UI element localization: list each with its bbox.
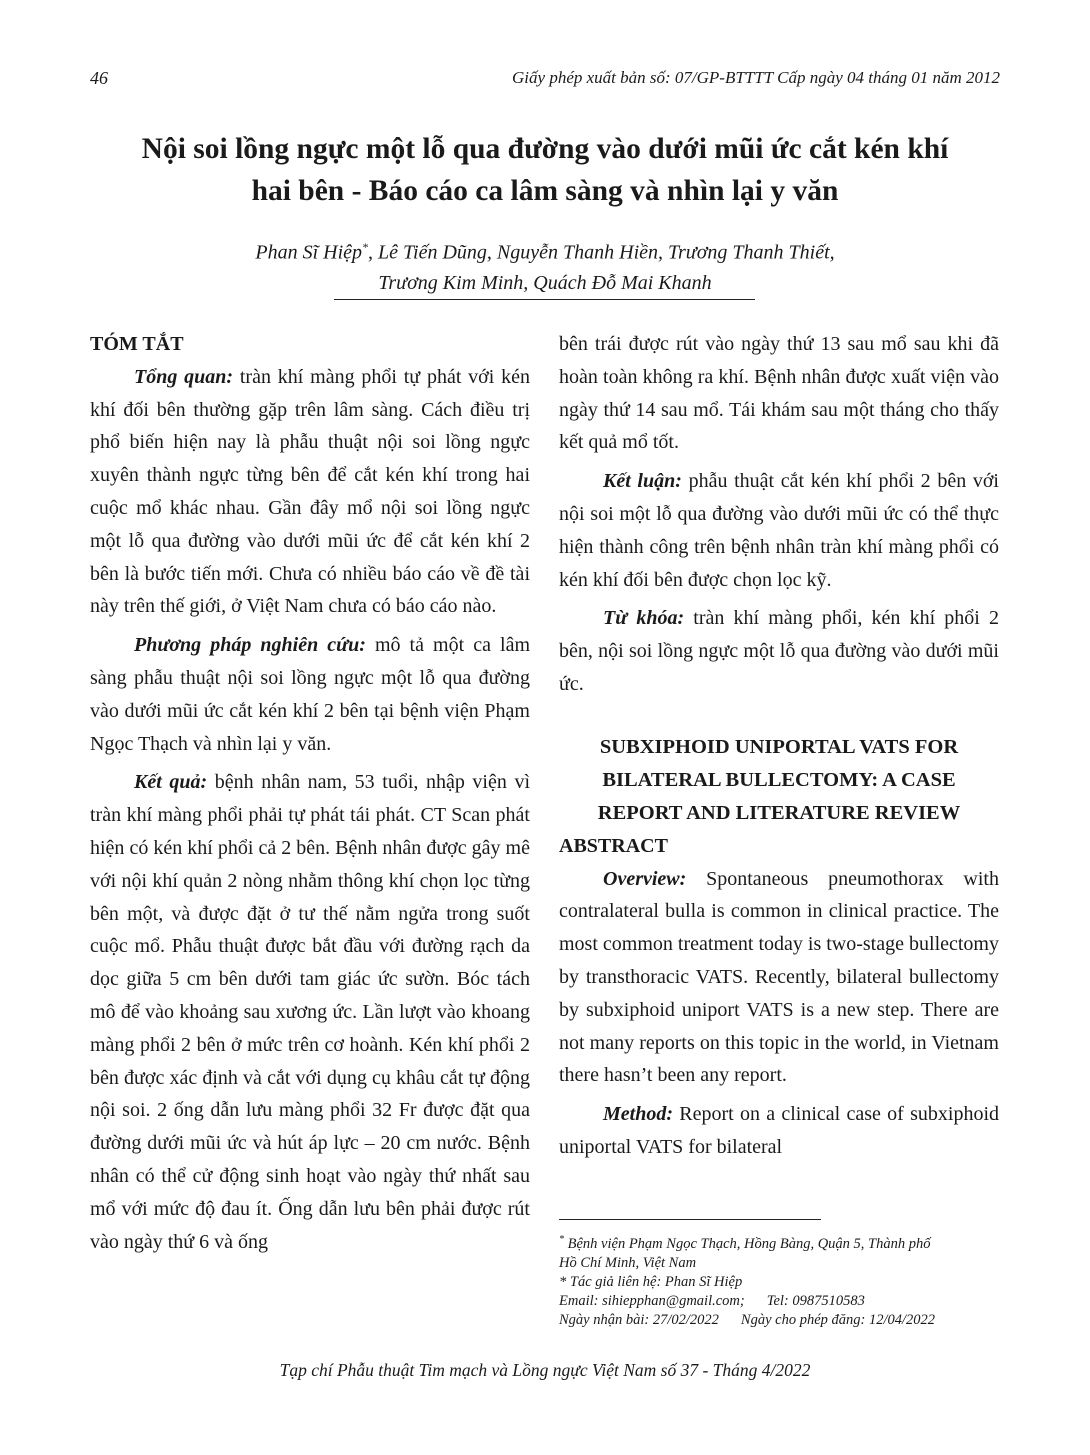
title-line: Nội soi lồng ngực một lỗ qua đường vào dưới mũi ức cắt kén khí xyxy=(141,133,949,165)
english-title-line: SUBXIPHOID UNIPORTAL VATS FOR xyxy=(599,735,959,758)
english-title-line: BILATERAL BULLECTOMY: A CASE xyxy=(602,768,956,791)
method-text: mô tả một ca lâm sàng phẫu thuật nội soi lồng ngực một lỗ qua đường vào dưới mũi ức cắt kén khí 2 bên tại bệnh viện Phạm Ngọc Thạch và nhìn lại y văn. xyxy=(90,634,530,755)
overview-text: tràn khí màng phổi tự phát với kén khí đối bên thường gặp trên lâm sàng. Cách điều trị phổ biến hiện nay là phẫu thuật nội soi lồng ngực xuyên thành ngực từng bên để cắt kén khí trong hai cuộc mổ khác nhau. Gần đây mổ nội soi lồng ngực một lỗ qua đường vào dưới mũi ức để cắt kén khí 2 bên là bước tiến mới. Chưa có nhiều báo cáo về đề tài này trên thế giới, ở Việt Nam chưa có báo cáo nào. xyxy=(90,365,531,618)
author-line xyxy=(170,232,920,268)
right-column xyxy=(559,328,999,1164)
license-info: Giấy phép xuất bản số: 07/GP-BTTTT Cấp ngày 04 tháng 01 năm 2012 xyxy=(512,68,1000,87)
title-divider xyxy=(334,299,755,300)
corresponding-author: Phan Sĩ Hiệp xyxy=(255,241,363,264)
conclusion-label: Kết luận: xyxy=(603,470,682,493)
title-line: hai bên - Báo cáo ca lâm sàng và nhìn lại y văn xyxy=(251,175,839,207)
left-column xyxy=(90,328,530,1258)
footnote-contact: * Tác giả liên hệ: Phan Sĩ Hiệp xyxy=(559,1273,743,1290)
method-label: Phương pháp nghiên cứu: xyxy=(134,634,366,657)
footnote-affiliation xyxy=(559,1230,999,1254)
author-line: Trương Kim Minh, Quách Đỗ Mai Khanh xyxy=(378,271,712,294)
result-text: bệnh nhân nam, 53 tuổi, nhập viện vì tràn khí màng phổi phải tự phát tái phát. CT Scan phát hiện có kén khí phổi cả 2 bên. Bệnh nhân được gây mê với nội khí quản 2 nòng nhằm thông khí chọn lọc từng bên một, và được đặt ở tư thế nằm ngửa trong suốt cuộc mổ. Phẫu thuật được bắt đầu với đường rạch da dọc giữa 5 cm bên dưới tam giác ức sườn. Bóc tách mô để vào khoảng sau xương ức. Lần lượt vào khoang màng phổi 2 bên ở mức trên cơ hoành. Kén khí phổi 2 bên được xác định và cắt với dụng cụ khâu cắt tự động nội soi. 2 ống dẫn lưu màng phổi 32 Fr được đặt qua đường dưới mũi ức và hút áp lực – 20 cm nước. Bệnh nhân có thể cử động sinh hoạt vào ngày thứ nhất sau mổ với mức độ đau ít. Ống dẫn lưu bên phải được rút vào ngày thứ 6 và ống xyxy=(90,771,531,1253)
overview-label: Tổng quan: xyxy=(134,365,234,388)
abstract-heading: ABSTRACT xyxy=(559,834,668,857)
phone: Tel: 0987510583 xyxy=(766,1292,865,1309)
summary-heading: TÓM TẮT xyxy=(90,333,184,355)
accepted-date: Ngày cho phép đăng: 12/04/2022 xyxy=(740,1311,936,1328)
affiliation-line: Hồ Chí Minh, Việt Nam xyxy=(559,1254,697,1271)
abstract-method xyxy=(559,1098,999,1164)
email: Email: sihiepphan@gmail.com; xyxy=(559,1292,745,1309)
summary-keywords xyxy=(559,602,999,700)
conclusion-text: phẫu thuật cắt kén khí phổi 2 bên với nội soi một lỗ qua đường vào dưới mũi ức có thể thực hiện thành công trên bệnh nhân tràn khí màng phổi có kén khí đối bên được chọn lọc kỹ. xyxy=(559,470,999,591)
page-number: 46 xyxy=(90,68,108,88)
summary-result-continued: bên trái được rút vào ngày thứ 13 sau mổ sau khi đã hoàn toàn không ra khí. Bệnh nhân được xuất viện vào ngày thứ 14 sau mổ. Tái khám sau một tháng cho thấy kết quả mổ tốt. xyxy=(559,333,999,454)
article-title xyxy=(70,128,1020,212)
summary-method xyxy=(90,629,530,760)
journal-footer: Tạp chí Phẫu thuật Tim mạch và Lồng ngực Việt Nam số 37 - Tháng 4/2022 xyxy=(279,1360,811,1380)
keywords-text: tràn khí màng phổi, kén khí phổi 2 bên, nội soi lồng ngực một lỗ qua đường vào dưới mũi ức. xyxy=(559,607,999,695)
english-title xyxy=(559,731,999,830)
footnote-email-phone xyxy=(559,1292,999,1311)
footnotes xyxy=(559,1219,999,1330)
abstract-overview-label: Overview: xyxy=(603,867,687,890)
abstract-method-label: Method: xyxy=(603,1103,673,1126)
keywords-label: Từ khóa: xyxy=(603,607,685,630)
abstract-overview xyxy=(559,863,999,1093)
affiliation-mark: * xyxy=(559,1234,564,1245)
summary-overview xyxy=(90,361,530,623)
affiliation-line: Bệnh viện Phạm Ngọc Thạch, Hồng Bàng, Quận 5, Thành phố xyxy=(564,1235,931,1252)
summary-conclusion xyxy=(559,465,999,596)
result-label: Kết quả: xyxy=(134,771,208,794)
abstract-overview-text: Spontaneous pneumothorax with contralateral bulla is common in clinical practice. The most common treatment today is two-stage bullectomy by transthoracic VATS. Recently, bilateral bullectomy by subxiphoid uniport VATS is a new step. There are not many reports on this topic in the world, in Vietnam there hasn’t been any report. xyxy=(559,867,999,1087)
abstract-method-text: Report on a clinical case of subxiphoid uniportal VATS for bilateral xyxy=(559,1103,999,1158)
received-date: Ngày nhận bài: 27/02/2022 xyxy=(559,1311,719,1328)
author-mark: * xyxy=(362,240,369,254)
summary-result xyxy=(90,766,530,1258)
footnote-divider xyxy=(559,1219,821,1220)
coauthors: , Lê Tiến Dũng, Nguyễn Thanh Hiền, Trương Thanh Thiết, xyxy=(368,241,835,264)
author-list xyxy=(170,232,920,298)
footnote-dates xyxy=(559,1311,999,1330)
english-title-line: REPORT AND LITERATURE REVIEW xyxy=(597,801,961,824)
